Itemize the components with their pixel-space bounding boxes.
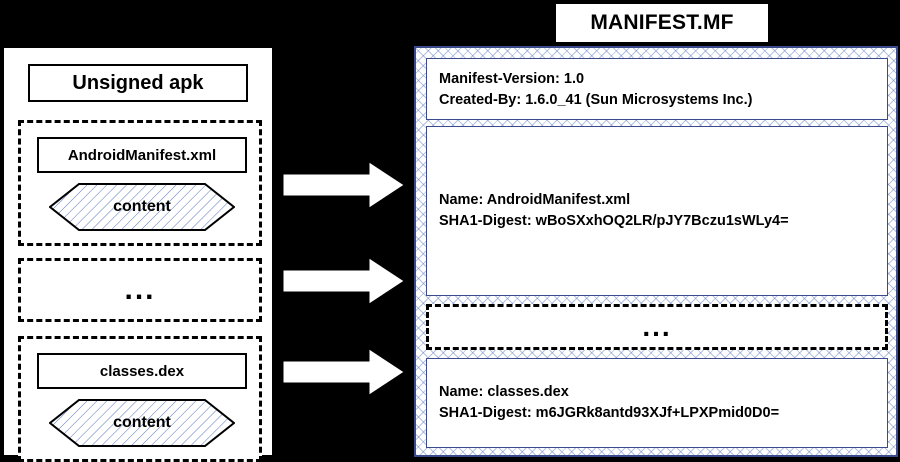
apk-ellipsis-label: ... — [124, 273, 156, 306]
unsigned-apk-panel — [2, 46, 274, 457]
manifest-title-box — [554, 2, 770, 44]
manifest-createdby-line: Created-By: 1.6.0_41 (Sun Microsystems Inc.) — [439, 92, 753, 109]
manifest-entry-androidmanifest — [426, 126, 888, 296]
apk-entry-ellipsis — [18, 258, 262, 322]
manifest-mf-panel — [414, 46, 898, 457]
apk-file-name-box — [37, 353, 247, 389]
unsigned-apk-title — [28, 64, 248, 102]
manifest-title-label: MANIFEST.MF — [590, 11, 734, 34]
apk-file-name-box — [37, 137, 247, 173]
manifest-version-line: Manifest-Version: 1.0 — [439, 71, 585, 87]
arrow-right-icon — [280, 345, 408, 404]
manifest-entry-name-line: Name: classes.dex — [439, 383, 569, 400]
manifest-header-block — [426, 58, 888, 120]
apk-file-name-label: AndroidManifest.xml — [67, 146, 217, 164]
apk-content-label: content — [113, 198, 171, 215]
arrow-right-icon — [280, 254, 408, 313]
apk-entry-classesdex — [18, 336, 262, 462]
unsigned-apk-title-label: Unsigned apk — [72, 71, 204, 94]
arrow-right-icon — [280, 158, 408, 217]
manifest-entry-digest-line: SHA1-Digest: m6JGRk8antd93XJf+LPXPmid0D0= — [439, 405, 780, 421]
apk-content-shape — [49, 399, 235, 447]
apk-content-shape — [49, 183, 235, 231]
manifest-ellipsis-label: ... — [642, 311, 672, 343]
apk-file-name-label: classes.dex — [99, 362, 185, 380]
manifest-entry-digest-line: SHA1-Digest: wBoSXxhOQ2LR/pJY7Bczu1sWLy4= — [439, 213, 789, 229]
apk-entry-androidmanifest — [18, 120, 262, 246]
apk-content-label: content — [113, 414, 171, 431]
manifest-entry-classesdex — [426, 358, 888, 448]
manifest-entry-ellipsis — [426, 304, 888, 350]
manifest-entry-name-line: Name: AndroidManifest.xml — [439, 191, 631, 208]
